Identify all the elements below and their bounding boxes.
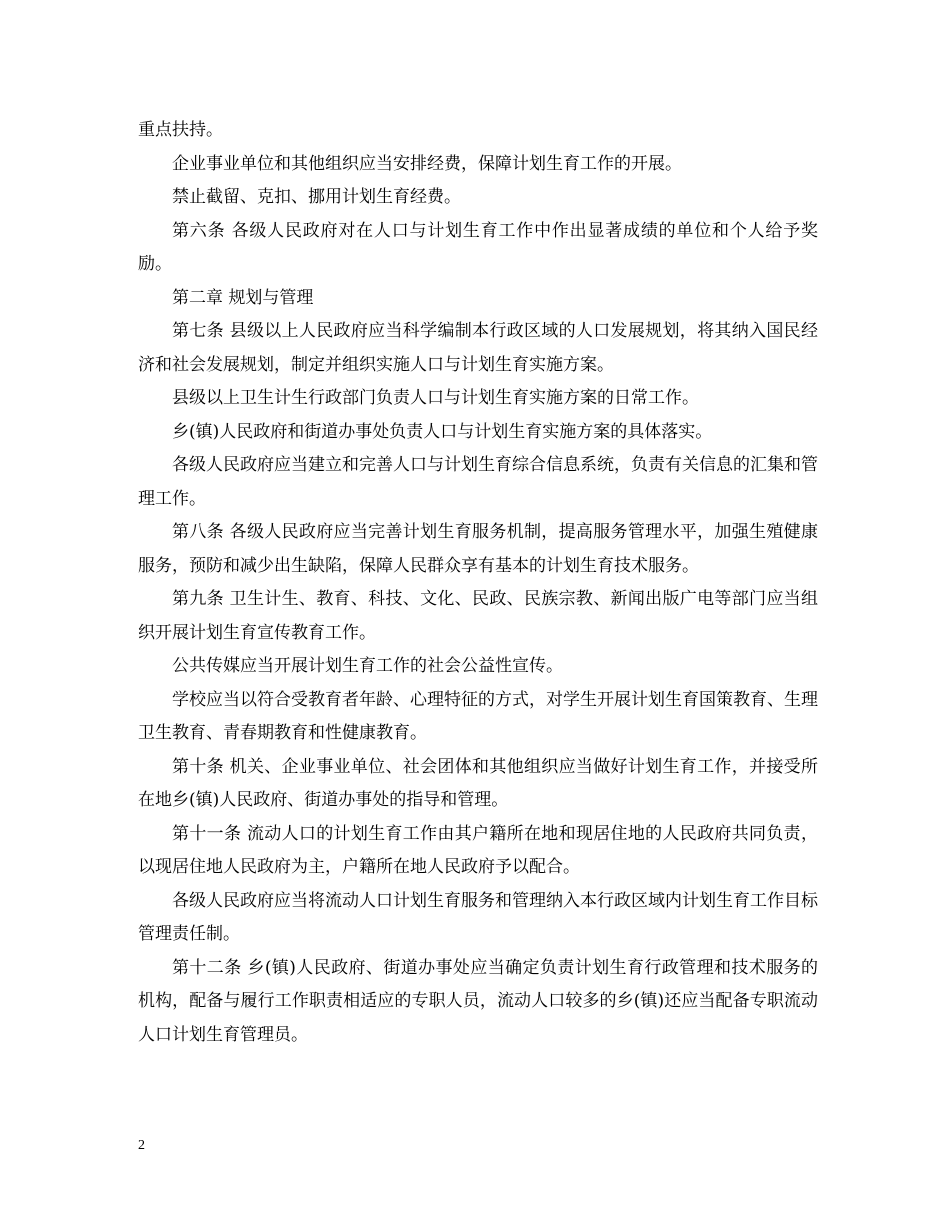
paragraph: 各级人民政府应当将流动人口计划生育服务和管理纳入本行政区域内计划生育工作目标管理责任制。 bbox=[138, 890, 818, 944]
paragraph: 乡(镇)人民政府和街道办事处负责人口与计划生育实施方案的具体落实。 bbox=[172, 421, 713, 442]
paragraph: 禁止截留、克扣、挪用计划生育经费。 bbox=[172, 187, 461, 207]
paragraph: 各级人民政府应当建立和完善人口与计划生育综合信息系统，负责有关信息的汇集和管理工作。 bbox=[138, 455, 818, 509]
paragraph: 重点扶持。 bbox=[138, 120, 223, 140]
paragraph: 县级以上卫生计生行政部门负责人口与计划生育实施方案的日常工作。 bbox=[172, 388, 699, 408]
article-7-paragraph: 第七条 县级以上人民政府应当科学编制本行政区域的人口发展规划，将其纳入国民经济和社会发展规划，制定并组织实施人口与计划生育实施方案。 bbox=[138, 321, 818, 375]
article-8-paragraph: 第八条 各级人民政府应当完善计划生育服务机制，提高服务管理水平，加强生殖健康服务，预防和减少出生缺陷，保障人民群众享有基本的计划生育技术服务。 bbox=[138, 522, 818, 576]
article-12-paragraph: 第十二条 乡(镇)人民政府、街道办事处应当确定负责计划生育行政管理和技术服务的机构，配备与履行工作职责相适应的专职人员，流动人口较多的乡(镇)还应当配备专职流动人口计划生育管理员。 bbox=[138, 957, 818, 1045]
article-9-paragraph: 第九条 卫生计生、教育、科技、文化、民政、民族宗教、新闻出版广电等部门应当组织开展计划生育宣传教育工作。 bbox=[138, 589, 818, 643]
document-body bbox=[138, 114, 818, 1052]
paragraph: 企业事业单位和其他组织应当安排经费，保障计划生育工作的开展。 bbox=[172, 153, 682, 174]
article-11-paragraph: 第十一条 流动人口的计划生育工作由其户籍所在地和现居住地的人民政府共同负责，以现居住地人民政府为主，户籍所在地人民政府予以配合。 bbox=[138, 823, 818, 877]
paragraph: 公共传媒应当开展计划生育工作的社会公益性宣传。 bbox=[172, 656, 563, 676]
page-number: 2 bbox=[138, 1138, 145, 1153]
chapter-2-heading: 第二章 规划与管理 bbox=[172, 287, 314, 308]
article-10-paragraph: 第十条 机关、企业事业单位、社会团体和其他组织应当做好计划生育工作，并接受所在地乡(镇)人民政府、街道办事处的指导和管理。 bbox=[138, 756, 818, 810]
article-6-paragraph: 第六条 各级人民政府对在人口与计划生育工作中作出显著成绩的单位和个人给予奖励。 bbox=[138, 220, 818, 274]
paragraph: 学校应当以符合受教育者年龄、心理特征的方式，对学生开展计划生育国策教育、生理卫生教育、青春期教育和性健康教育。 bbox=[138, 689, 818, 743]
